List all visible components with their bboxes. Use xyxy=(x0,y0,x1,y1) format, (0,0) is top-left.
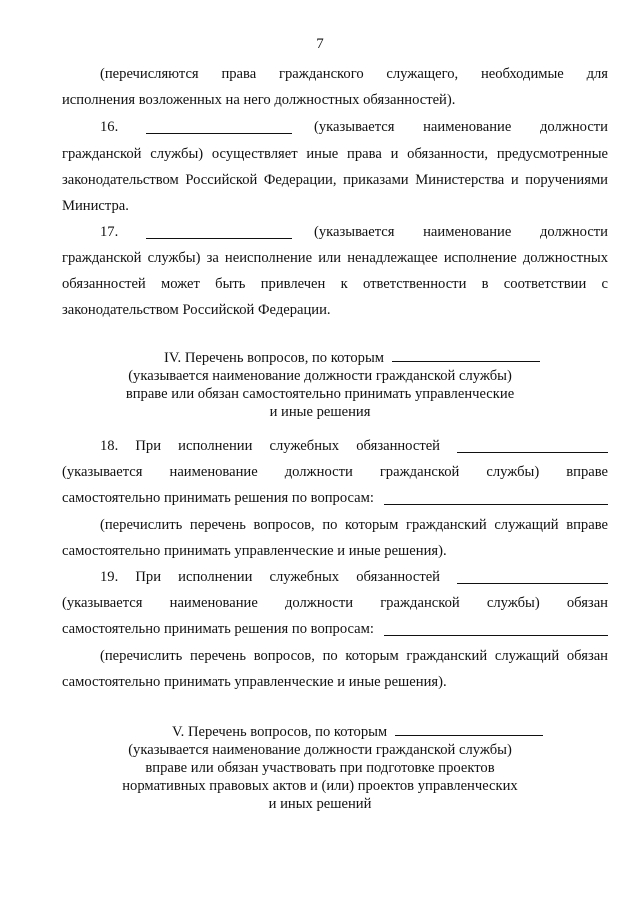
paragraph-line: (перечисляются права гражданского служащего, необходимые для xyxy=(100,66,608,82)
paragraph-line: (указывается наименование должности гражданской службы) вправе xyxy=(62,464,608,480)
paragraph-line: законодательством Российской Федерации, приказами Министерства и поручениями xyxy=(62,172,608,188)
section-iv-title: IV. Перечень вопросов, по которым xyxy=(164,350,385,366)
section-v-subtitle: и иных решений xyxy=(268,796,372,812)
item-17-text: (указывается наименование должности xyxy=(314,224,608,240)
paragraph-line: (перечислить перечень вопросов, по которым гражданский служащий обязан xyxy=(100,648,608,664)
blank-line xyxy=(457,569,608,584)
paragraph-line xyxy=(62,488,608,508)
blank-line xyxy=(457,438,608,453)
section-v-title: V. Перечень вопросов, по которым xyxy=(172,724,388,740)
item-17-line xyxy=(100,222,608,242)
blank-line xyxy=(384,490,608,505)
paragraph-line: Министра. xyxy=(62,198,129,214)
blank-line xyxy=(384,621,608,636)
item-16-text: (указывается наименование должности xyxy=(314,119,608,135)
item-18-line xyxy=(100,436,608,456)
section-v-subtitle: нормативных правовых актов и (или) проектов управленческих xyxy=(122,778,518,794)
section-v-heading-line xyxy=(172,721,572,742)
paragraph-text: самостоятельно принимать решения по вопросам: xyxy=(62,490,374,506)
section-iv-subtitle: и иные решения xyxy=(269,404,371,420)
item-16-number: 16. xyxy=(100,119,119,135)
section-v-subtitle: (указывается наименование должности гражданской службы) xyxy=(128,742,512,758)
paragraph-line: обязанностей может быть привлечен к ответственности в соответствии с xyxy=(62,276,608,292)
item-19-line xyxy=(100,567,608,587)
item-19-text: 19. При исполнении служебных обязанностей xyxy=(100,569,440,585)
section-iv-heading-line xyxy=(164,347,564,368)
blank-line xyxy=(392,347,540,362)
section-iv-subtitle: вправе или обязан самостоятельно принимать управленческие xyxy=(125,386,515,402)
paragraph-line xyxy=(62,619,608,639)
item-18-text: 18. При исполнении служебных обязанностей xyxy=(100,438,440,454)
section-iv-subtitle: (указывается наименование должности гражданской службы) xyxy=(128,368,512,384)
paragraph-line: самостоятельно принимать управленческие и иные решения). xyxy=(62,543,447,559)
paragraph-line: самостоятельно принимать управленческие и иные решения). xyxy=(62,674,447,690)
item-17-number: 17. xyxy=(100,224,119,240)
item-16-line xyxy=(100,117,608,137)
paragraph-text: самостоятельно принимать решения по вопросам: xyxy=(62,621,374,637)
section-v-subtitle: вправе или обязан участвовать при подготовке проектов xyxy=(145,760,495,776)
page-number: 7 xyxy=(316,36,324,52)
paragraph-line: законодательством Российской Федерации. xyxy=(62,302,331,318)
blank-line xyxy=(146,119,292,134)
paragraph-line: (перечислить перечень вопросов, по которым гражданский служащий вправе xyxy=(100,517,608,533)
blank-line xyxy=(395,721,543,736)
paragraph-line: исполнения возложенных на него должностных обязанностей). xyxy=(62,92,456,108)
paragraph-line: гражданской службы) осуществляет иные права и обязанности, предусмотренные xyxy=(62,146,608,162)
paragraph-line: (указывается наименование должности гражданской службы) обязан xyxy=(62,595,608,611)
paragraph-line: гражданской службы) за неисполнение или ненадлежащее исполнение должностных xyxy=(62,250,608,266)
blank-line xyxy=(146,224,292,239)
